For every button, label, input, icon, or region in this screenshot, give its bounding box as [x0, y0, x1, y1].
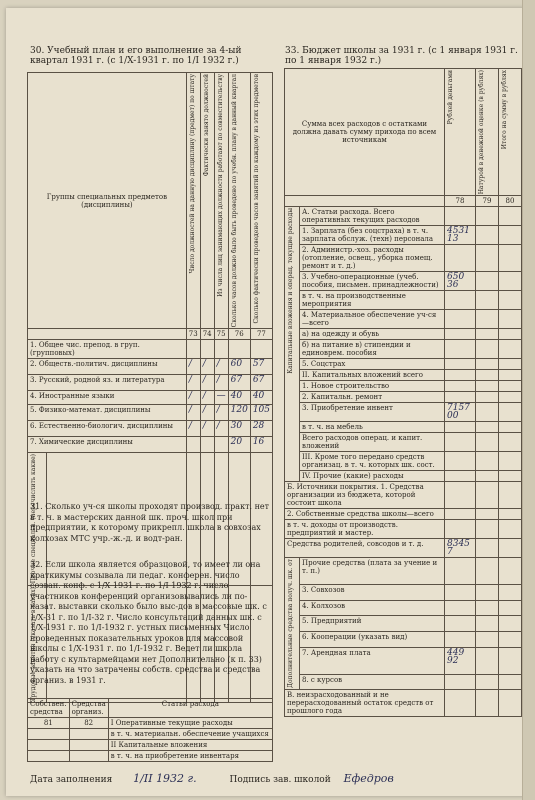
table-row [285, 600, 522, 616]
amount-cell [445, 291, 476, 310]
cell [476, 340, 499, 359]
cell [186, 437, 200, 453]
row-label: Б. Источники покрытия. 1. Средства организации из бюджета, которой состоит школа [285, 482, 445, 509]
cell [476, 690, 499, 717]
row-label: 5. Соцстрах [300, 359, 445, 370]
table-row [285, 616, 522, 632]
cell: / [200, 405, 214, 421]
cell [476, 674, 499, 690]
amount-cell [445, 370, 476, 381]
amount-cell [445, 616, 476, 632]
expense-items-table [27, 698, 273, 762]
cell [476, 520, 499, 539]
table-row [285, 482, 522, 509]
cell: / [200, 359, 214, 375]
cell [69, 751, 108, 762]
cell [499, 433, 522, 452]
cell [499, 340, 522, 359]
cell [499, 291, 522, 310]
group-label: Трудовые занятия (указать в каких) [28, 585, 47, 703]
cell [214, 437, 228, 453]
row-label: II. Капитальных вложений всего [300, 370, 445, 381]
side-group-label: Дополнительные средства получ. шк. от [285, 558, 300, 690]
org-funds-header: Средства организ. [69, 699, 108, 718]
cell: / [214, 359, 228, 375]
amount-cell [445, 422, 476, 433]
amount-cell [445, 329, 476, 340]
col-header-74: Фактически занято должностей [200, 73, 214, 329]
table-row [28, 340, 273, 359]
cell [499, 632, 522, 648]
cell [28, 740, 70, 751]
amount-cell [445, 245, 476, 272]
row-label: 3. Совхозов [300, 585, 445, 601]
colnum-blank [285, 196, 445, 207]
cell: 120 [228, 405, 250, 421]
col-header-75: Из числа лиц занимающих должности работают по совместительству [214, 73, 228, 329]
table-row [285, 403, 522, 422]
cell [476, 585, 499, 601]
row-label: 7. Арендная плата [300, 647, 445, 674]
row-label: в т. ч. на производственные мероприятия [300, 291, 445, 310]
cell [499, 272, 522, 291]
cell [499, 520, 522, 539]
cell [476, 359, 499, 370]
row-label: 5. Предприятий [300, 616, 445, 632]
cell [499, 381, 522, 392]
row-label: 6. Естественно-биологич. дисциплины [28, 421, 187, 437]
cell [476, 272, 499, 291]
table-row [28, 437, 273, 453]
cell [499, 690, 522, 717]
row-label: 2. Собственные средства школы—всего [285, 509, 445, 520]
row-label: 4. Материальное обеспечение уч-ся—всего [300, 310, 445, 329]
expense-item: II Капитальные вложения [108, 740, 272, 751]
cell [499, 616, 522, 632]
row-label: 1. Общее чис. препод. в груп. (групповых) [28, 340, 187, 359]
row-label: Средства родителей, совсодов и т. д. [285, 539, 445, 558]
cell [200, 340, 214, 359]
cell [476, 509, 499, 520]
cell [499, 539, 522, 558]
cell: 30 [228, 421, 250, 437]
row-label: 6. Кооперации (указать вид) [300, 632, 445, 648]
amount-cell [445, 452, 476, 471]
budget-rows [285, 207, 522, 717]
row-label: 7. Химические дисциплины [28, 437, 187, 453]
table-row [285, 207, 522, 226]
amount-cell [445, 359, 476, 370]
amount-cell [445, 433, 476, 452]
table-row [285, 370, 522, 381]
own-funds-header: Собствен. средства [28, 699, 70, 718]
cell: 67 [250, 375, 272, 391]
cell: / [186, 391, 200, 405]
cell [476, 207, 499, 226]
signature-label: Подпись зав. школой [229, 775, 331, 785]
cell: 40 [250, 391, 272, 405]
row-label: 1. Зарплата (без соцстраха) в т. ч. зарплата обслуж. (техн) персонала [300, 226, 445, 245]
adjacent-page-edge [522, 0, 535, 800]
amount-cell [445, 310, 476, 329]
table-row [285, 452, 522, 471]
table-row [285, 310, 522, 329]
section33-title: 33. Бюджет школы за 1931 г. (с 1 января 1931 г. по 1 января 1932 г.) [285, 46, 518, 66]
table-row [285, 433, 522, 452]
signature-value: Ефедров [343, 772, 394, 785]
row-label: 5. Физико-математ. дисциплины [28, 405, 187, 421]
cell [200, 437, 214, 453]
cell: 20 [228, 437, 250, 453]
table-row [285, 520, 522, 539]
row-label: 2. Администр.-хоз. расходы (отопление, освещ., уборка помещ. ремонт и т. д.) [300, 245, 445, 272]
table-row [285, 647, 522, 674]
cell [499, 600, 522, 616]
cell [69, 729, 108, 740]
amount-cell: 8345 7 [445, 539, 476, 558]
amount-cell: 650 36 [445, 272, 476, 291]
cell [186, 340, 200, 359]
cell: 105 [250, 405, 272, 421]
cell [499, 647, 522, 674]
cell [476, 433, 499, 452]
cell: 67 [228, 375, 250, 391]
cell [476, 403, 499, 422]
row-label: в т. ч. на мебель [300, 422, 445, 433]
table-row [28, 359, 273, 375]
cell [476, 616, 499, 632]
cell [476, 226, 499, 245]
cell: 40 [228, 391, 250, 405]
cell [476, 558, 499, 585]
cell [228, 340, 250, 359]
table-row [28, 421, 273, 437]
cell [499, 471, 522, 482]
cell [499, 509, 522, 520]
colnum: 78 [445, 196, 476, 207]
cell [476, 381, 499, 392]
cell [499, 558, 522, 585]
cell: — [214, 391, 228, 405]
row-label: 3. Русский, родной яз. и литература [28, 375, 187, 391]
colnum: 80 [499, 196, 522, 207]
footer [30, 772, 394, 785]
table-row [285, 291, 522, 310]
cell: / [200, 421, 214, 437]
amount-cell [445, 482, 476, 509]
amount-cell [445, 632, 476, 648]
row-label: в т. ч. доходы от производств. предприятий и мастер. [285, 520, 445, 539]
amount-cell: 7157 00 [445, 403, 476, 422]
section30-title: 30. Учебный план и его выполнение за 4-ый квартал 1931 г. (с 1/X-1931 г. по 1/I 1932 г.) [30, 46, 242, 66]
cell [499, 329, 522, 340]
cell [476, 310, 499, 329]
table-row [285, 674, 522, 690]
cell: / [186, 375, 200, 391]
cell [499, 422, 522, 433]
row-label: 4. Колхозов [300, 600, 445, 616]
table-row [285, 632, 522, 648]
row-label: 1. Новое строительство [300, 381, 445, 392]
cell [476, 291, 499, 310]
amount-cell [445, 520, 476, 539]
colnum: 75 [214, 329, 228, 340]
cell [28, 751, 70, 762]
table-row [285, 558, 522, 585]
table-row [285, 272, 522, 291]
date-label: Дата заполнения [30, 775, 113, 785]
table-row [285, 509, 522, 520]
table-row [28, 405, 273, 421]
cell: 57 [250, 359, 272, 375]
cell [476, 600, 499, 616]
cell: / [186, 421, 200, 437]
row-label: А. Статьи расхода. Всего оперативных текущих расходов [300, 207, 445, 226]
cell [499, 245, 522, 272]
amount-cell [445, 600, 476, 616]
cell [499, 310, 522, 329]
colnum: 79 [476, 196, 499, 207]
section33-table [284, 68, 522, 717]
table-row [285, 471, 522, 482]
cell [214, 340, 228, 359]
table-row [285, 245, 522, 272]
row-label: 4. Иностранные языки [28, 391, 187, 405]
cell: 16 [250, 437, 272, 453]
cell [476, 422, 499, 433]
colnum-blank [28, 329, 187, 340]
row-label: б) на питание в) стипендии и единоврем. пособия [300, 340, 445, 359]
amount-cell [445, 585, 476, 601]
amount-cell: 449 92 [445, 647, 476, 674]
section31-text: 31. Сколько уч-ся школы проходят производ. практ. нет в т. ч. в мастерских данной шк. проч. школ при предприятии, к которому прикрепл. школа в совхозах колхозах МТС учр.-ж.-д. и водт-ран. [30, 502, 270, 543]
cell [499, 674, 522, 690]
cell: / [214, 405, 228, 421]
amount-cell [445, 674, 476, 690]
cell: / [214, 375, 228, 391]
expense-item: в т. ч. на приобретение инвентаря [108, 751, 272, 762]
col-header-73: Число должностей на данную дисциплину (предмет) по штату [186, 73, 200, 329]
table-row [285, 690, 522, 717]
row-label: 2. Обществ.-политич. дисциплины [28, 359, 187, 375]
expense-item: в т. ч. материальн. обеспечение учащихся [108, 729, 272, 740]
amount-cell [445, 471, 476, 482]
table-row [285, 226, 522, 245]
cell [476, 329, 499, 340]
cell [476, 392, 499, 403]
colnum: 81 [28, 718, 70, 729]
cell [476, 245, 499, 272]
row-label: Прочие средства (плата за учение и т. п.) [300, 558, 445, 585]
row-label: IV. Прочие (какие) расходы [300, 471, 445, 482]
amount-cell [445, 381, 476, 392]
cell [476, 370, 499, 381]
table-row [285, 329, 522, 340]
cell: / [214, 421, 228, 437]
table-row [285, 392, 522, 403]
cell [499, 482, 522, 509]
row-label: III. Кроме того передано средств организац. в т. ч. которых шк. сост. [300, 452, 445, 471]
cell [499, 403, 522, 422]
colnum: 77 [250, 329, 272, 340]
side-group-label: Капитальные вложения и операц. текущие расходы [285, 207, 300, 482]
cell [499, 207, 522, 226]
cell [476, 539, 499, 558]
budget-header: Сумма всех расходов с остатками должна давать сумму прихода по всем источникам [285, 69, 445, 196]
expense-item: I Оперативные текущие расходы [108, 718, 272, 729]
amount-cell [445, 558, 476, 585]
cell [499, 370, 522, 381]
subjects-header: Группы специальных предметов (дисциплины) [28, 73, 187, 329]
table-row [28, 375, 273, 391]
cell [250, 340, 272, 359]
group-label: Прочие специальн. (перечислить какие) [28, 453, 47, 585]
amount-cell: 4531 13 [445, 226, 476, 245]
cell [28, 729, 70, 740]
cell [499, 359, 522, 370]
row-label: а) на одежду и обувь [300, 329, 445, 340]
table-row [285, 539, 522, 558]
amount-cell [445, 207, 476, 226]
row-label: 8. с курсов [300, 674, 445, 690]
table-row [285, 340, 522, 359]
colnum: 74 [200, 329, 214, 340]
cell [476, 647, 499, 674]
table-row [285, 422, 522, 433]
col-header-80: Итого на сумму в рублях [499, 69, 522, 196]
col-header-76: Сколько часов должно было быть проведено по учебн. плану в данный квартал [228, 73, 250, 329]
col-header-77: Сколько фактически проведено часов занятий по каждому из этих предметов [250, 73, 272, 329]
cell: / [200, 375, 214, 391]
cell: 28 [250, 421, 272, 437]
cell [69, 740, 108, 751]
section32-text: 32. Если школа является образцовой, то имеет ли она краткикумы созывала ли педаг. конферен. число созван. конф. с 1/X 1931 г. по 1/I 1932 г. число участников конференций организовывались ли по-казат. выставки сколько было выс-дов в массовые шк. с 1/X-31 г. по 1/I-32 г. Число консультаций данных шк. с 1/X-1931 г. по 1/I-1932 г. устных письменных Число проведенных показательных уроков для массовой школы с 1/X-1931 г. по 1/I-1932 г. Ведет ли школа работу с культармейцами нет Дополнительно (к п. 33) указать на что затрачены собств. средства и средства организ. в 1931 г. [30, 560, 267, 685]
cell [476, 632, 499, 648]
row-label: В. неизрасходованный и не перерасходованный остаток средств от прошлого года [285, 690, 445, 717]
col-header-79: Натурой в денежной оценке (в рублях) [476, 69, 499, 196]
date-value: 1/II 1932 г. [133, 772, 197, 785]
colnum: 76 [228, 329, 250, 340]
table-row [285, 359, 522, 370]
row-label: 3. Приобретение инвент [300, 403, 445, 422]
cell [499, 585, 522, 601]
row-label: 3. Учебно-операционные (учеб. пособия, письмен. принадлежности) [300, 272, 445, 291]
row-label: 2. Капитальн. ремонт [300, 392, 445, 403]
amount-cell [445, 509, 476, 520]
colnum: 82 [69, 718, 108, 729]
cell: / [200, 391, 214, 405]
cell [476, 452, 499, 471]
table-row [28, 391, 273, 405]
expense-items-header: Статьи расхода [108, 699, 272, 718]
table-row [285, 381, 522, 392]
cell [499, 392, 522, 403]
cell: / [186, 359, 200, 375]
amount-cell [445, 690, 476, 717]
cell: 60 [228, 359, 250, 375]
cell: / [186, 405, 200, 421]
cell [499, 226, 522, 245]
col-header-78: Рублей деньгами [445, 69, 476, 196]
cell [476, 482, 499, 509]
amount-cell [445, 340, 476, 359]
cell [476, 471, 499, 482]
colnum: 73 [186, 329, 200, 340]
row-label: Всего расходов операц. и капит. вложений [300, 433, 445, 452]
amount-cell [445, 392, 476, 403]
table-row [285, 585, 522, 601]
cell [499, 452, 522, 471]
